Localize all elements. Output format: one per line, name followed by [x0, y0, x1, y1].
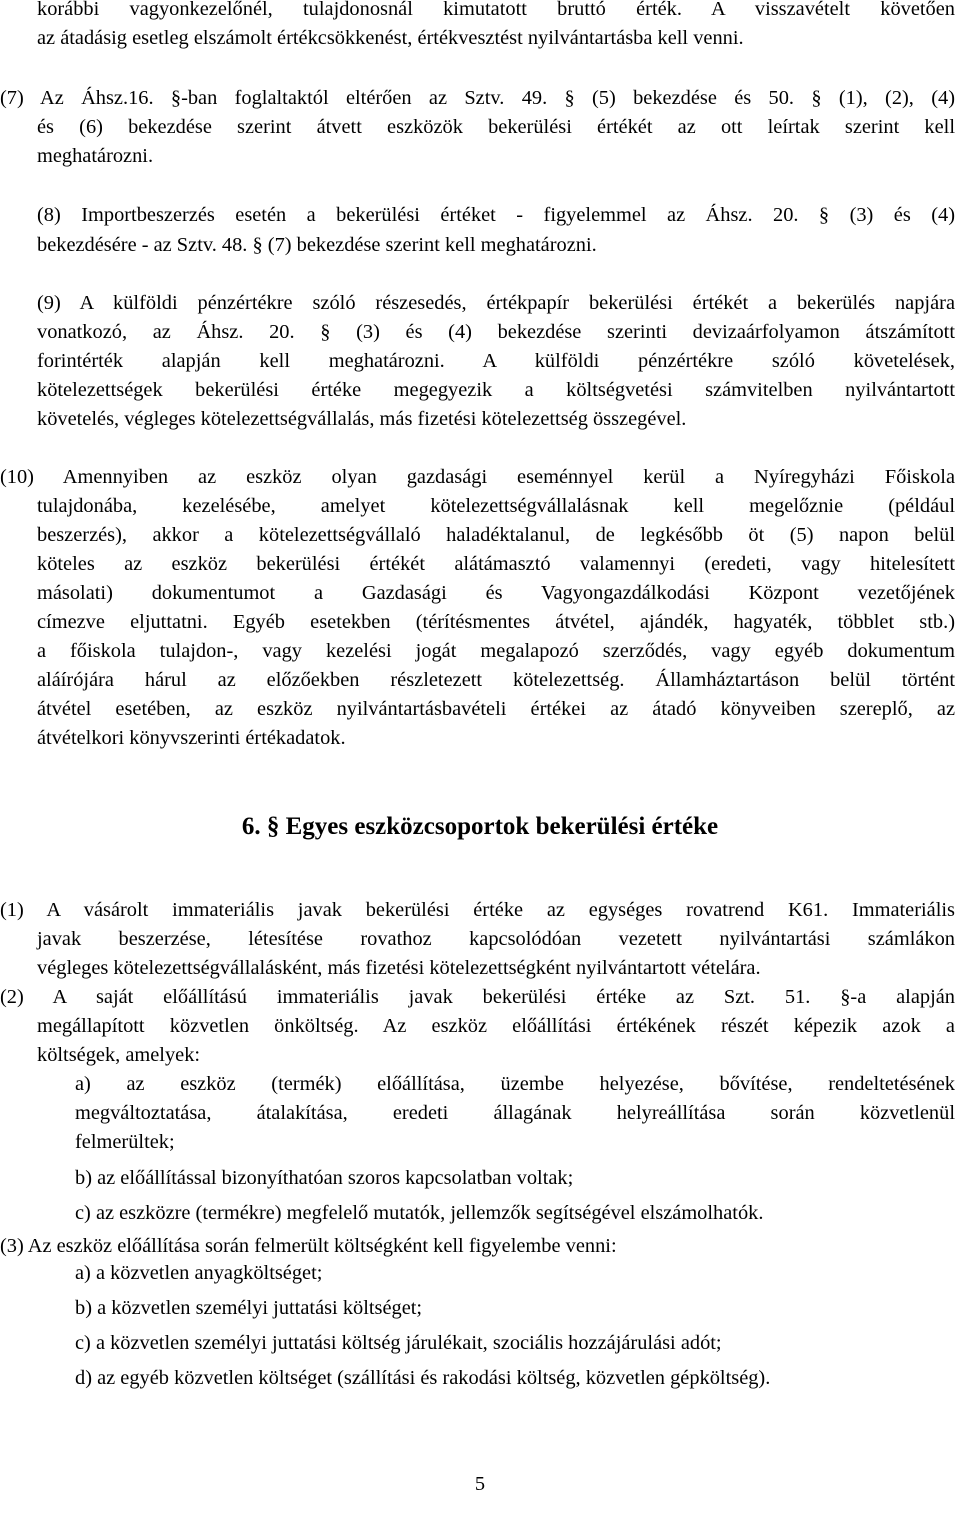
- list-item: a) az eszköz (termék) előállítása, üzembe helyezése, bővítése, rendeltetésének: [75, 1073, 955, 1095]
- text-line: meghatározni.: [37, 145, 154, 167]
- text-line: (3) Az eszköz előállítása során felmerült költségként kell figyelembe venni:: [0, 1235, 617, 1257]
- text-line: (1) A vásárolt immateriális javak bekerülési értéke az egységes rovatrend K61. Immateriális: [0, 899, 955, 921]
- text-line: köteles az eszköz bekerülési értékét alátámasztó valamennyi (eredeti, vagy hitelesített: [37, 553, 955, 575]
- text-line: költségek, amelyek:: [37, 1044, 201, 1066]
- text-line: (2) A saját előállítású immateriális javak bekerülési értéke az Szt. 51. §-a alapján: [0, 986, 955, 1008]
- text-line: az átadásig esetleg elszámolt értékcsökkenést, értékvesztést nyilvántartásba kell venni.: [37, 27, 744, 49]
- text-line: végleges kötelezettségvállalásként, más fizetési kötelezettségként nyilvántartott vételára.: [37, 957, 761, 979]
- text-line: bekezdésére - az Sztv. 48. § (7) bekezdése szerint kell meghatározni.: [37, 234, 597, 256]
- text-line: tulajdonába, kezelésébe, amelyet kötelezettségvállalásnak kell megelőznie (például: [37, 495, 955, 517]
- text-line: és (6) bekezdése szerint átvett eszközök bekerülési értékét az ott leírtak szerint kell: [37, 116, 955, 138]
- text-line: (8) Importbeszerzés esetén a bekerülési értéket - figyelemmel az Áhsz. 20. § (3) és (4): [37, 204, 955, 226]
- page-number: 5: [474, 1473, 486, 1495]
- list-item: c) az eszközre (termékre) megfelelő mutatók, jellemzők segítségével elszámolhatók.: [75, 1202, 764, 1224]
- text-line: aláírójára hárul az előzőekben részletezett kötelezettség. Államháztartáson belül történt: [37, 669, 955, 691]
- text-line: a főiskola tulajdon-, vagy kezelési jogát megalapozó szerződés, vagy egyéb dokumentum: [37, 640, 955, 662]
- text-line: átvétel esetében, az eszköz nyilvántartásbavételi értékei az átadó könyveiben szereplő, az: [37, 698, 955, 720]
- list-item: b) az előállítással bizonyíthatóan szoros kapcsolatban voltak;: [75, 1167, 574, 1189]
- text-line: (7) Az Áhsz.16. §-ban foglaltaktól eltérően az Sztv. 49. § (5) bekezdése és 50. § (1), (2), (4): [0, 87, 955, 109]
- text-line: megállapított közvetlen önköltség. Az eszköz előállítási értékének részét képezik azok a: [37, 1015, 955, 1037]
- list-item-continuation: megváltoztatása, átalakítása, eredeti állagának helyreállítása során közvetlenül: [75, 1102, 955, 1124]
- text-line: javak beszerzése, létesítése rovathoz kapcsolódóan vezetett nyilvántartási számlákon: [37, 928, 955, 950]
- text-line: kötelezettségek bekerülési értéke megegyezik a költségvetési számvitelben nyilvántartott: [37, 379, 955, 401]
- list-item: b) a közvetlen személyi juttatási költséget;: [75, 1297, 423, 1319]
- text-line: (9) A külföldi pénzértékre szóló részesedés, értékpapír bekerülési értékét a bekerülés napjára: [37, 292, 955, 314]
- text-line: címezve eljuttatni. Egyéb esetekben (térítésmentes átvétel, ajándék, hagyaték, többlet stb.): [37, 611, 955, 633]
- text-line: átvételkori könyvszerinti értékadatok.: [37, 727, 346, 749]
- text-line: beszerzés), akkor a kötelezettségvállaló haladéktalanul, de legkésőbb öt (5) napon belül: [37, 524, 955, 546]
- text-line: korábbi vagyonkezelőnél, tulajdonosnál kimutatott bruttó érték. A visszavételt követően: [37, 0, 955, 20]
- list-item: c) a közvetlen személyi juttatási költség járulékait, szociális hozzájárulási adót;: [75, 1332, 722, 1354]
- text-line: másolati) dokumentumot a Gazdasági és Vagyongazdálkodási Központ vezetőjének: [37, 582, 955, 604]
- list-item: d) az egyéb közvetlen költséget (szállítási és rakodási költség, közvetlen gépköltség).: [75, 1367, 771, 1389]
- list-item: a) a közvetlen anyagköltséget;: [75, 1262, 323, 1284]
- text-line: követelés, végleges kötelezettségvállalás, más fizetési kötelezettség összegével.: [37, 408, 687, 430]
- section-heading: 6. § Egyes eszközcsoportok bekerülési értéke: [241, 813, 719, 840]
- text-line: vonatkozó, az Áhsz. 20. § (3) és (4) bekezdése szerinti devizaárfolyamon átszámított: [37, 321, 955, 343]
- list-item-continuation: felmerültek;: [75, 1131, 175, 1153]
- text-line: (10) Amennyiben az eszköz olyan gazdasági eseménnyel kerül a Nyíregyházi Főiskola: [0, 466, 955, 488]
- text-line: forintérték alapján kell meghatározni. A külföldi pénzértékre szóló követelések,: [37, 350, 955, 372]
